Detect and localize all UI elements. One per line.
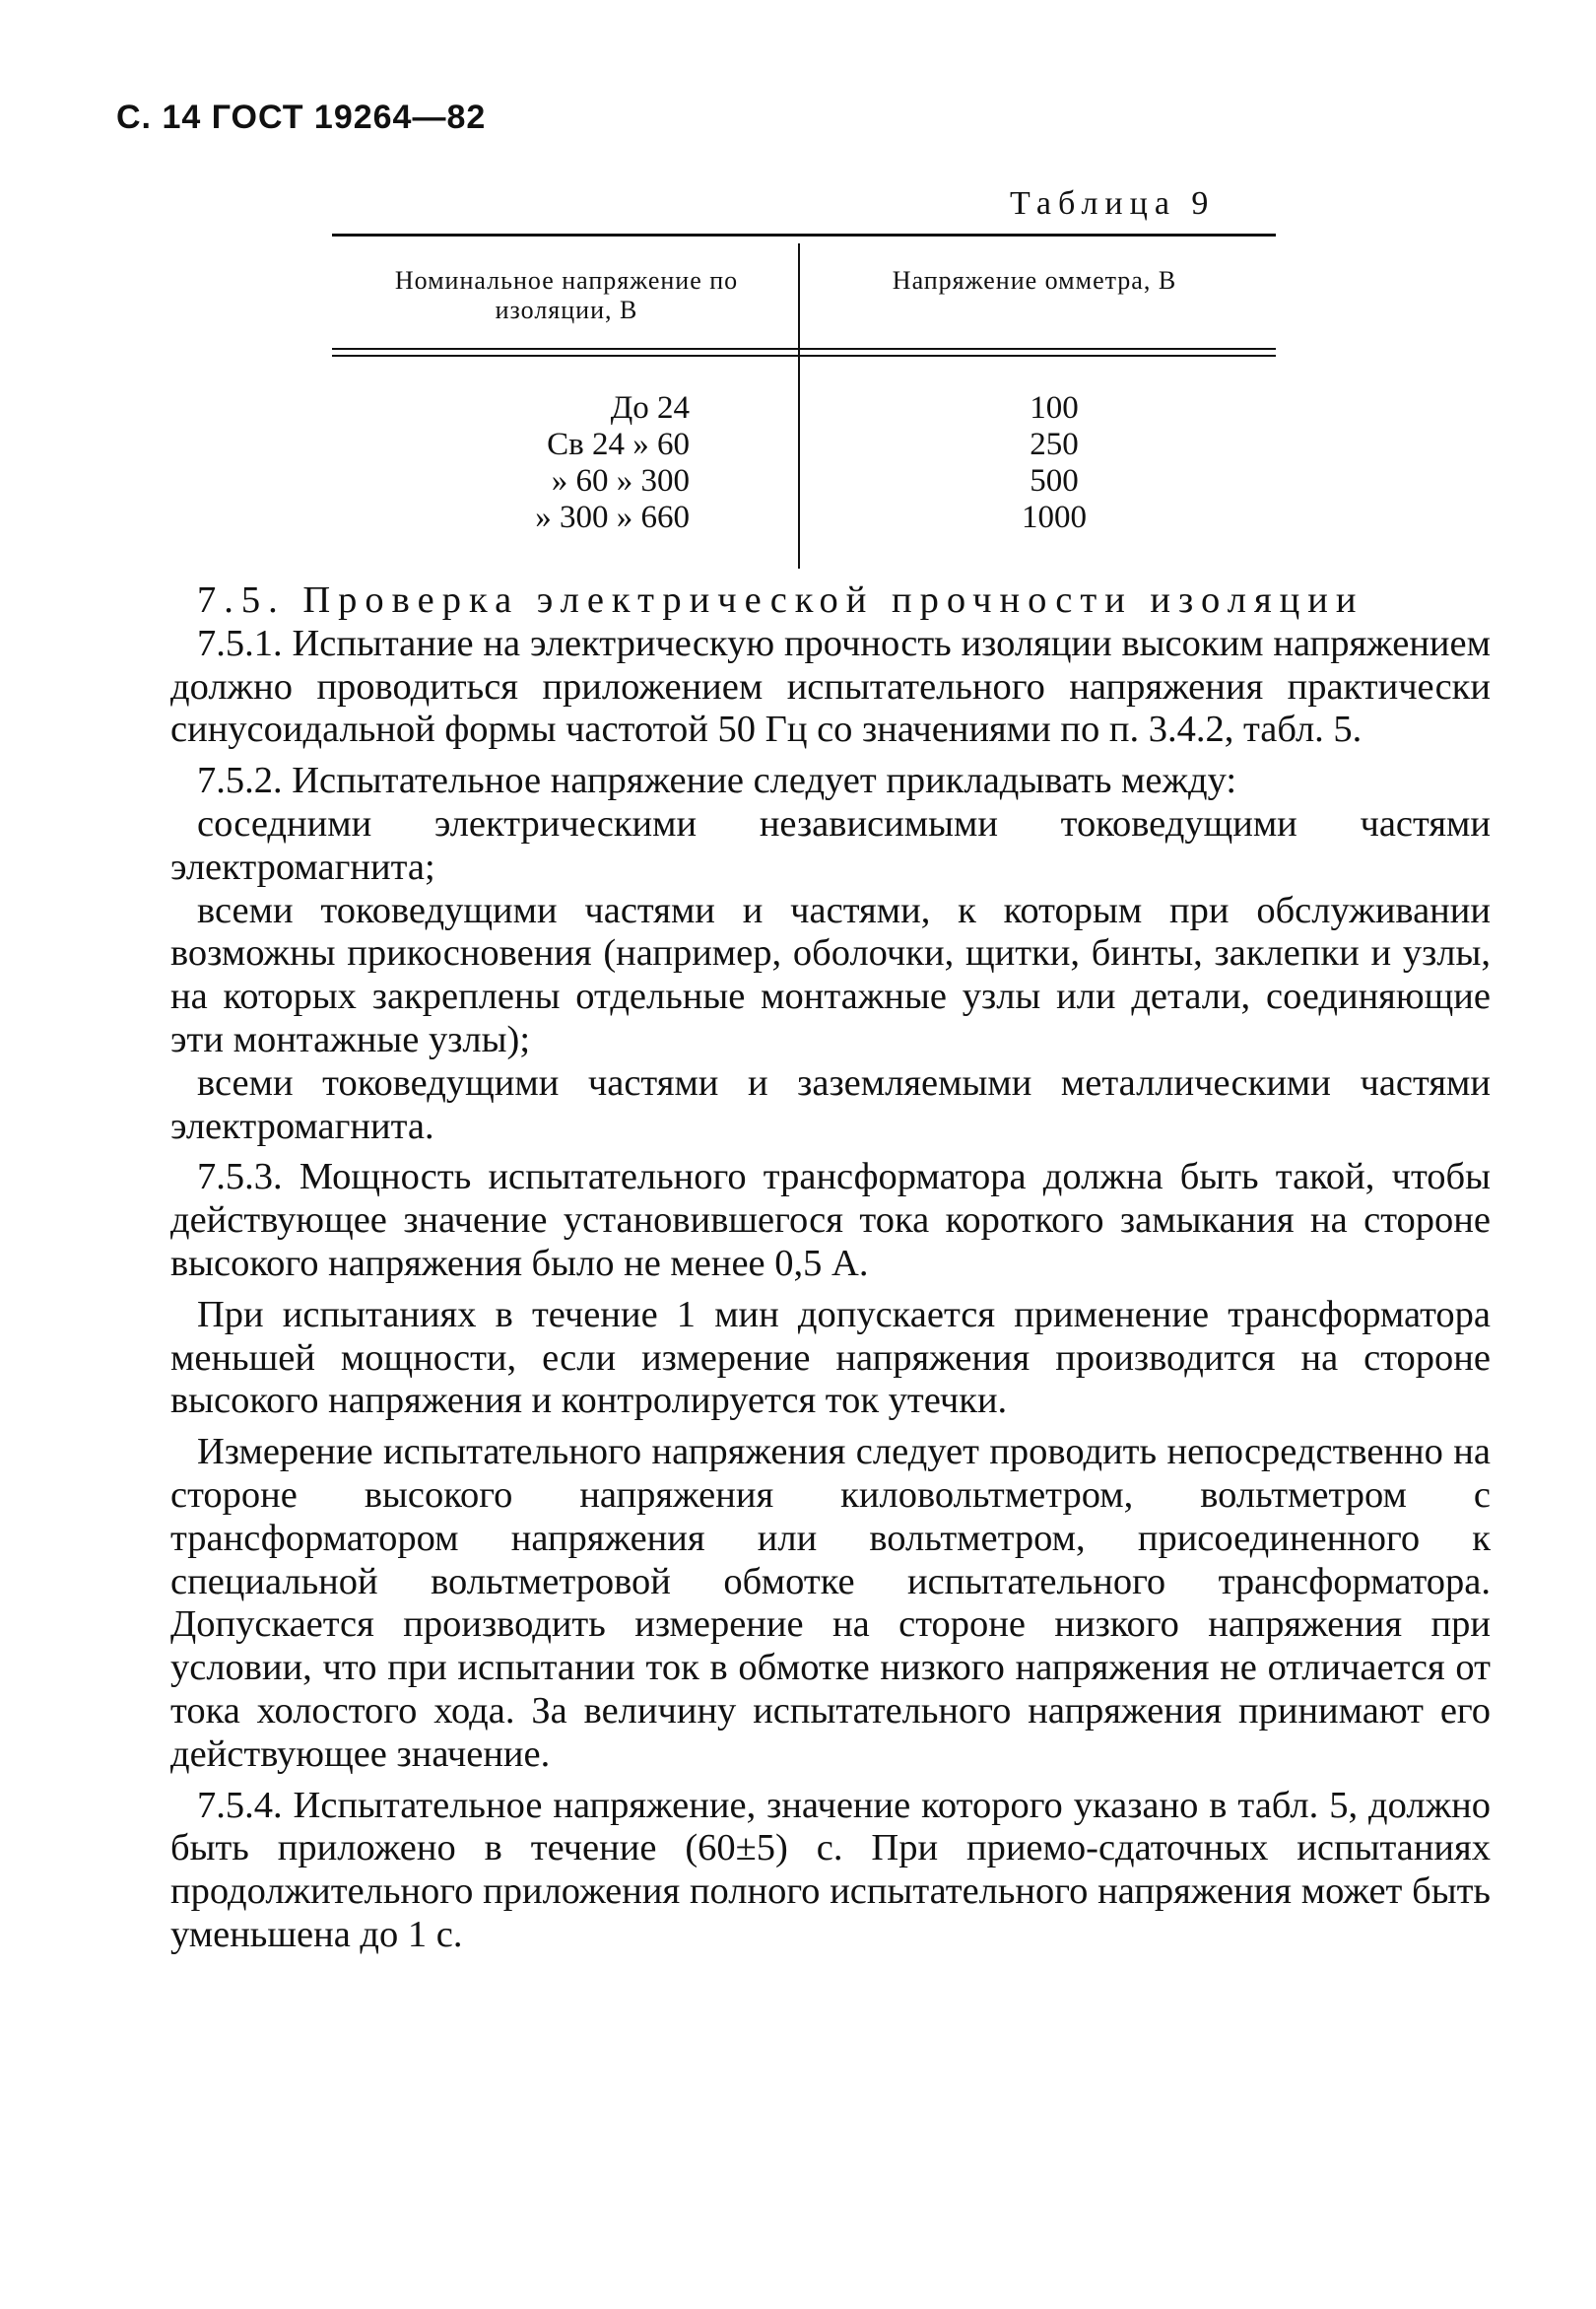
table-header-nominal-voltage: Номинальное напряжение по изоляции, В xyxy=(394,266,739,324)
table-cell-voltage: 500 xyxy=(1030,463,1079,499)
table-cell-voltage: 1000 xyxy=(1022,500,1087,535)
table-column-divider xyxy=(798,243,800,569)
table-cell-range: До 24 xyxy=(610,390,690,426)
paragraph-measurement: Измерение испытательного напряжения следует проводить непосредственно на стороне высокого напряжения киловольтметром, вольтметром с трансформатором напряжения или вольтметром, присоединенного к специальной вольтметровой обмотке испытательного трансформатора. Допускается производить измерение на стороне низкого напряжения при условии, что при испытании ток в обмотке низкого напряжения не отличается от тока холостого хода. За величину испытательного напряжения принимают его действующее значение. xyxy=(170,1431,1491,1775)
table-cell-voltage: 250 xyxy=(1030,427,1079,462)
paragraph-list-item: соседними электрическими независимыми токоведущими частями электромагнита; xyxy=(170,802,1491,888)
paragraph-test-duration: При испытаниях в течение 1 мин допускается применение трансформатора меньшей мощности, если измерение напряжения производится на стороне высокого напряжения и контролируется ток утечки. xyxy=(170,1293,1491,1422)
table-header-rule xyxy=(332,348,1276,350)
paragraph-7-5-4: 7.5.4. Испытательное напряжение, значение которого указано в табл. 5, должно быть приложено в течение (60±5) с. При приемо-сдаточных испытаниях продолжительного приложения полного испытательного напряжения может быть уменьшена до 1 с. xyxy=(170,1784,1491,1955)
body-text xyxy=(170,579,1491,1957)
paragraph-7-5-3: 7.5.3. Мощность испытательного трансформатора должна быть такой, чтобы действующее значение установившегося тока короткого замыкания на стороне высокого напряжения было не менее 0,5 А. xyxy=(170,1156,1491,1284)
section-heading-7-5: 7.5. Проверка электрической прочности изоляции xyxy=(197,579,1364,621)
table-cell-voltage: 100 xyxy=(1030,390,1079,426)
table-cell-range: » 60 » 300 xyxy=(551,463,690,499)
paragraph-list-item: всеми токоведущими частями и частями, к которым при обслуживании возможны прикосновения (например, оболочки, щитки, бинты, заклепки и узлы, на которых закреплены отдельные монтажные узлы или детали, соединяющие эти монтажные узлы); xyxy=(170,889,1491,1060)
paragraph-list-item: всеми токоведущими частями и заземляемыми металлическими частями электромагнита. xyxy=(170,1061,1491,1147)
paragraph-7-5-1: 7.5.1. Испытание на электрическую прочность изоляции высоким напряжением должно проводиться приложением испытательного напряжения практически синусоидальной формы частотой 50 Гц со значениями по п. 3.4.2, табл. 5. xyxy=(170,622,1491,751)
table-cell-range: Св 24 » 60 xyxy=(547,427,690,462)
table-top-rule xyxy=(332,234,1276,237)
paragraph-7-5-2: 7.5.2. Испытательное напряжение следует прикладывать между: xyxy=(197,760,1237,802)
table-caption: Таблица 9 xyxy=(1010,185,1216,222)
table-cell-range: » 300 » 660 xyxy=(535,500,690,535)
table-header-rule-double xyxy=(332,355,1276,357)
page-header: С. 14 ГОСТ 19264—82 xyxy=(116,99,487,136)
table-header-ohmmeter-voltage: Напряжение омметра, В xyxy=(892,266,1177,295)
